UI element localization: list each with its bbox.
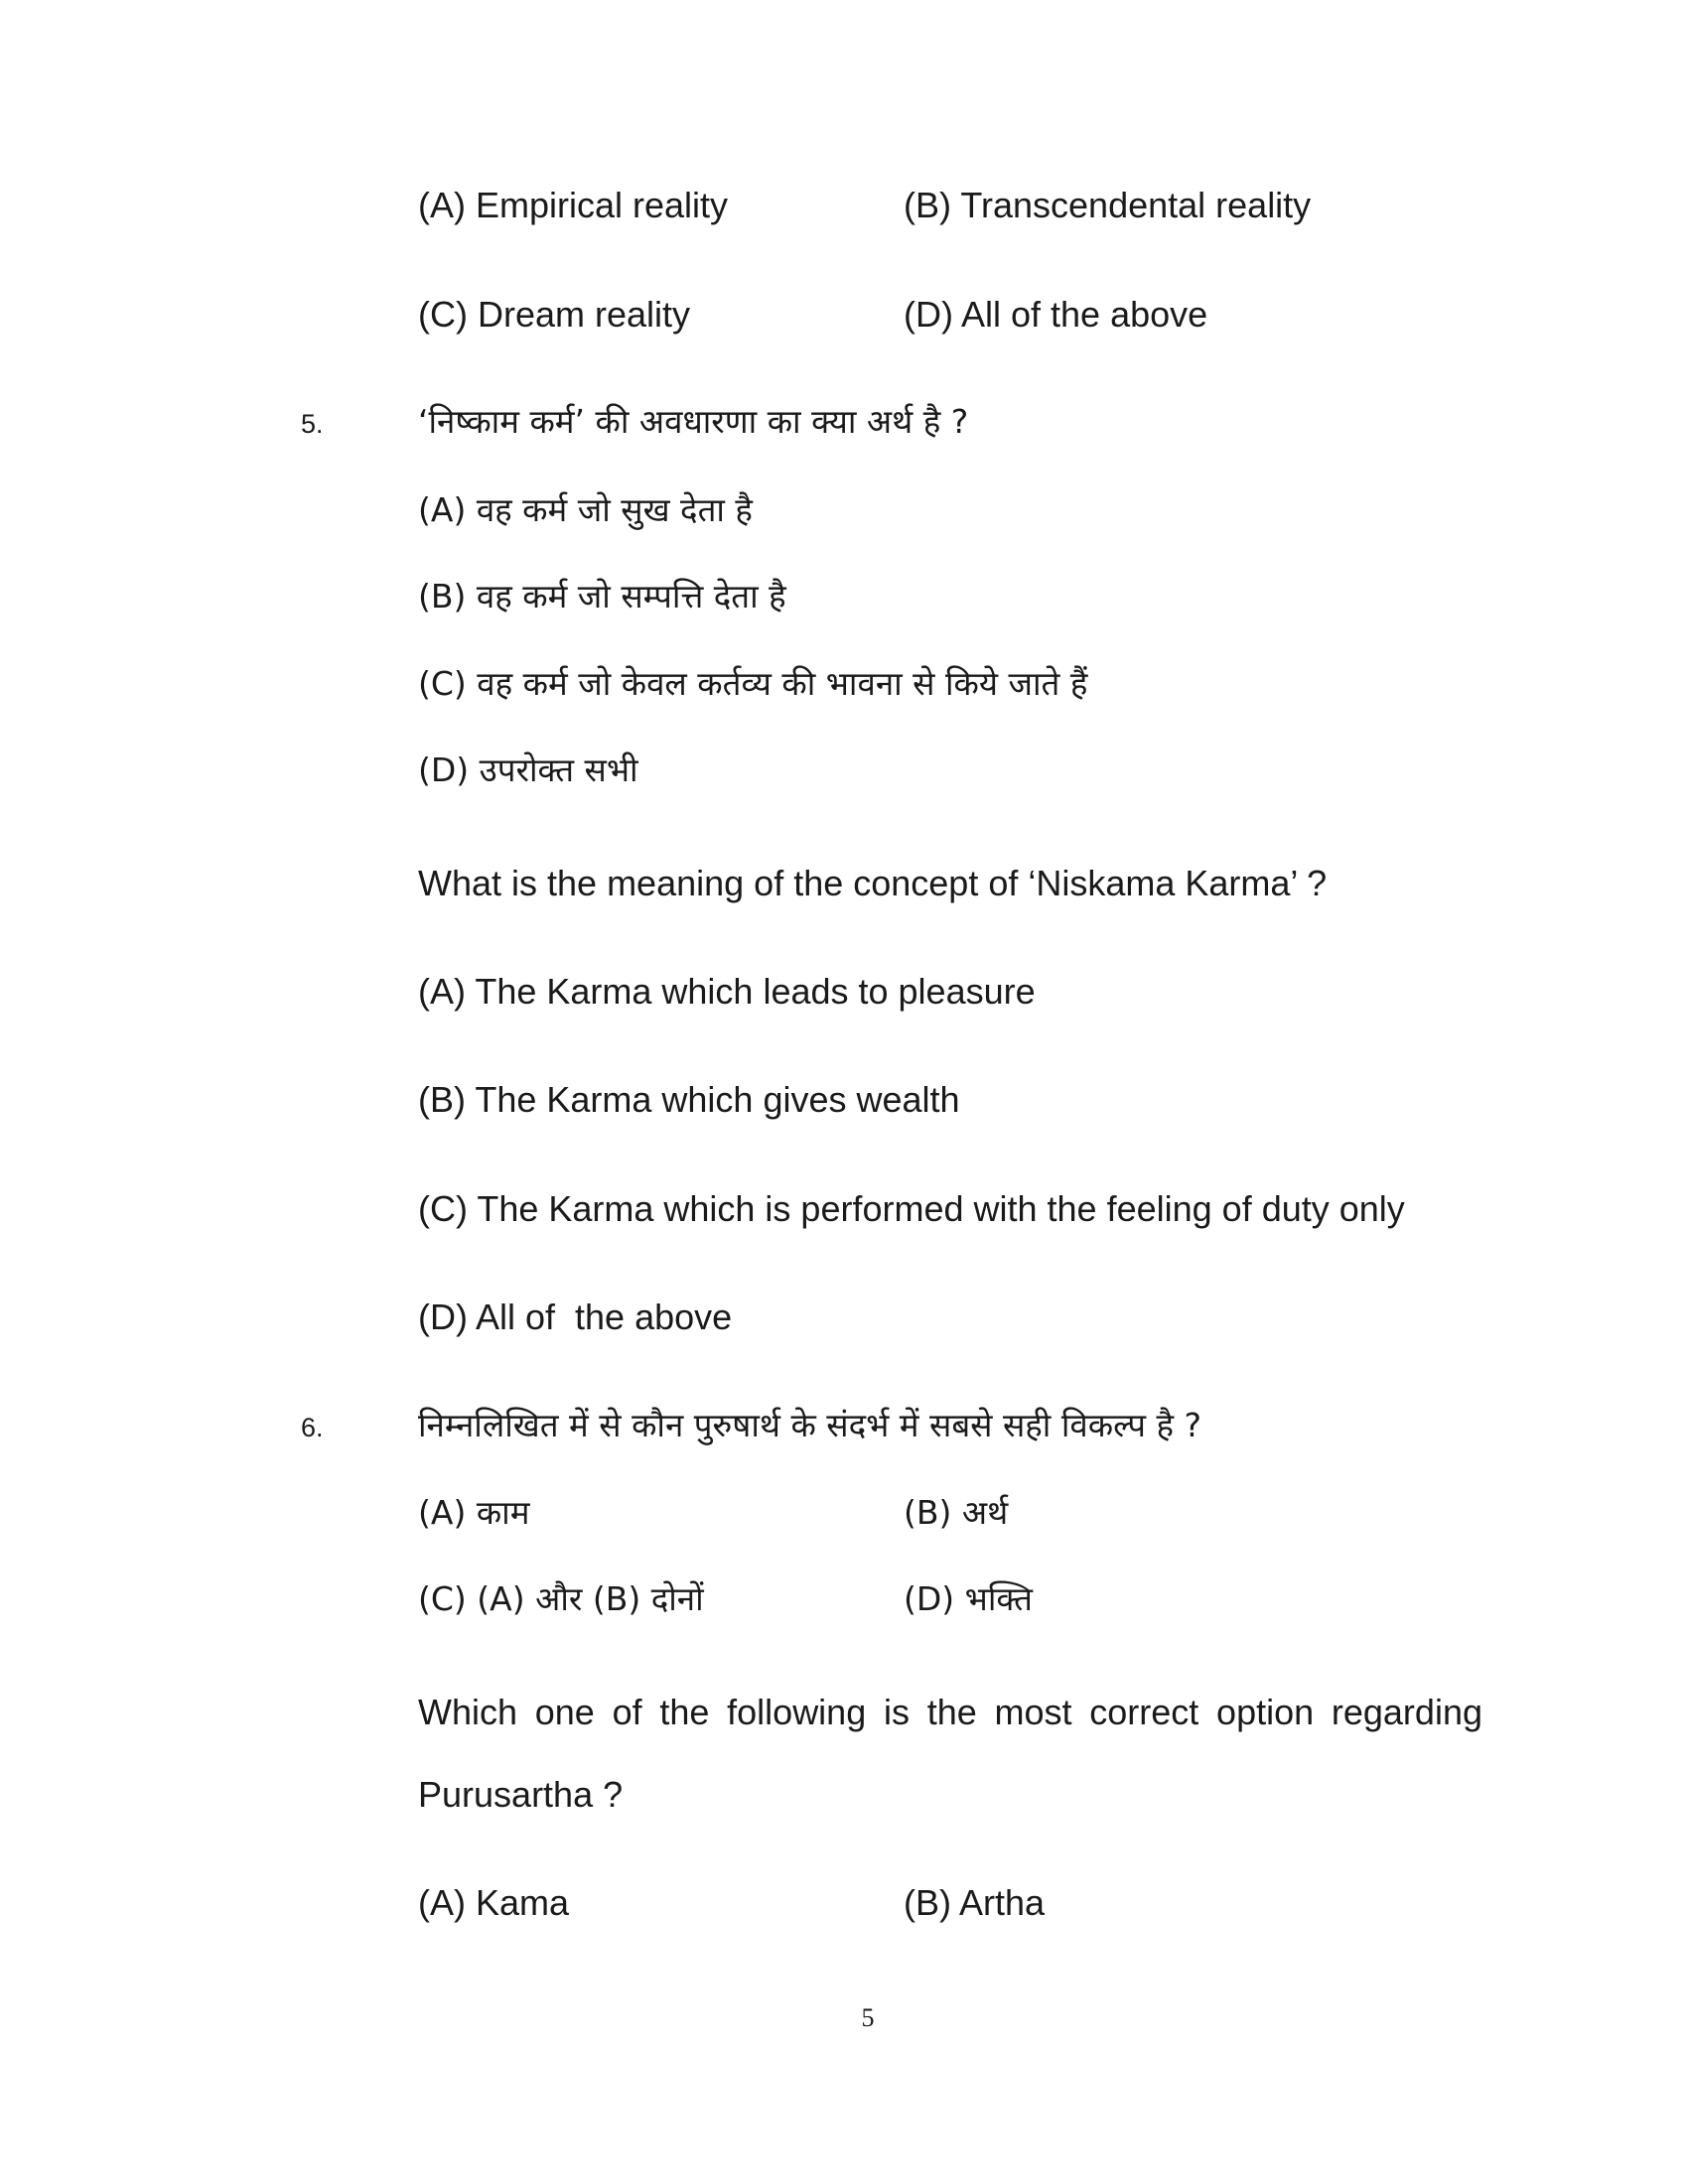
- q5-hindi-option-b: (B) वह कर्म जो सम्पत्ति देता है: [418, 577, 786, 615]
- q6-number: 6.: [301, 1413, 324, 1442]
- q6-hindi-option-b: (B) अर्थ: [904, 1493, 1009, 1532]
- q5-english-option-a: (A) The Karma which leads to pleasure: [418, 971, 1036, 1012]
- q5-hindi-option-d: (D) उपरोक्त सभी: [418, 751, 638, 789]
- q4-option-d: (D) All of the above: [904, 294, 1208, 335]
- q5-hindi-option-a: (A) वह कर्म जो सुख देता है: [418, 490, 753, 529]
- q5-number: 5.: [301, 409, 324, 439]
- q4-option-b: (B) Transcendental reality: [904, 185, 1312, 225]
- q4-option-a: (A) Empirical reality: [418, 185, 729, 225]
- q5-english-option-b: (B) The Karma which gives wealth: [418, 1079, 960, 1120]
- q6-english-option-b: (B) Artha: [904, 1882, 1046, 1923]
- q6-english-option-a: (A) Kama: [418, 1882, 570, 1923]
- q5-english-option-d: (D) All of the above: [418, 1297, 733, 1337]
- q5-hindi-option-c: (C) वह कर्म जो केवल कर्तव्य की भावना से किये जाते हैं: [418, 664, 1088, 703]
- q6-english-question-line2: Purusartha ?: [418, 1774, 624, 1815]
- q5-hindi-question: ‘निष्काम कर्म’ की अवधारणा का क्या अर्थ है ?: [418, 402, 969, 441]
- q6-english-question-line1: Which one of the following is the most correct option regarding: [418, 1692, 1482, 1732]
- q6-hindi-option-d: (D) भक्ति: [904, 1579, 1033, 1618]
- page-number: 5: [861, 2003, 875, 2032]
- q5-english-option-c: (C) The Karma which is performed with the feeling of duty only: [418, 1188, 1405, 1229]
- q5-english-question: What is the meaning of the concept of ‘Niskama Karma’ ?: [418, 863, 1328, 903]
- q6-hindi-question: निम्नलिखित में से कौन पुरुषार्थ के संदर्भ में सबसे सही विकल्प है ?: [418, 1406, 1202, 1444]
- q6-hindi-option-a: (A) काम: [418, 1493, 530, 1532]
- q6-hindi-option-c: (C) (A) और (B) दोनों: [418, 1579, 704, 1618]
- q4-option-c: (C) Dream reality: [418, 294, 691, 335]
